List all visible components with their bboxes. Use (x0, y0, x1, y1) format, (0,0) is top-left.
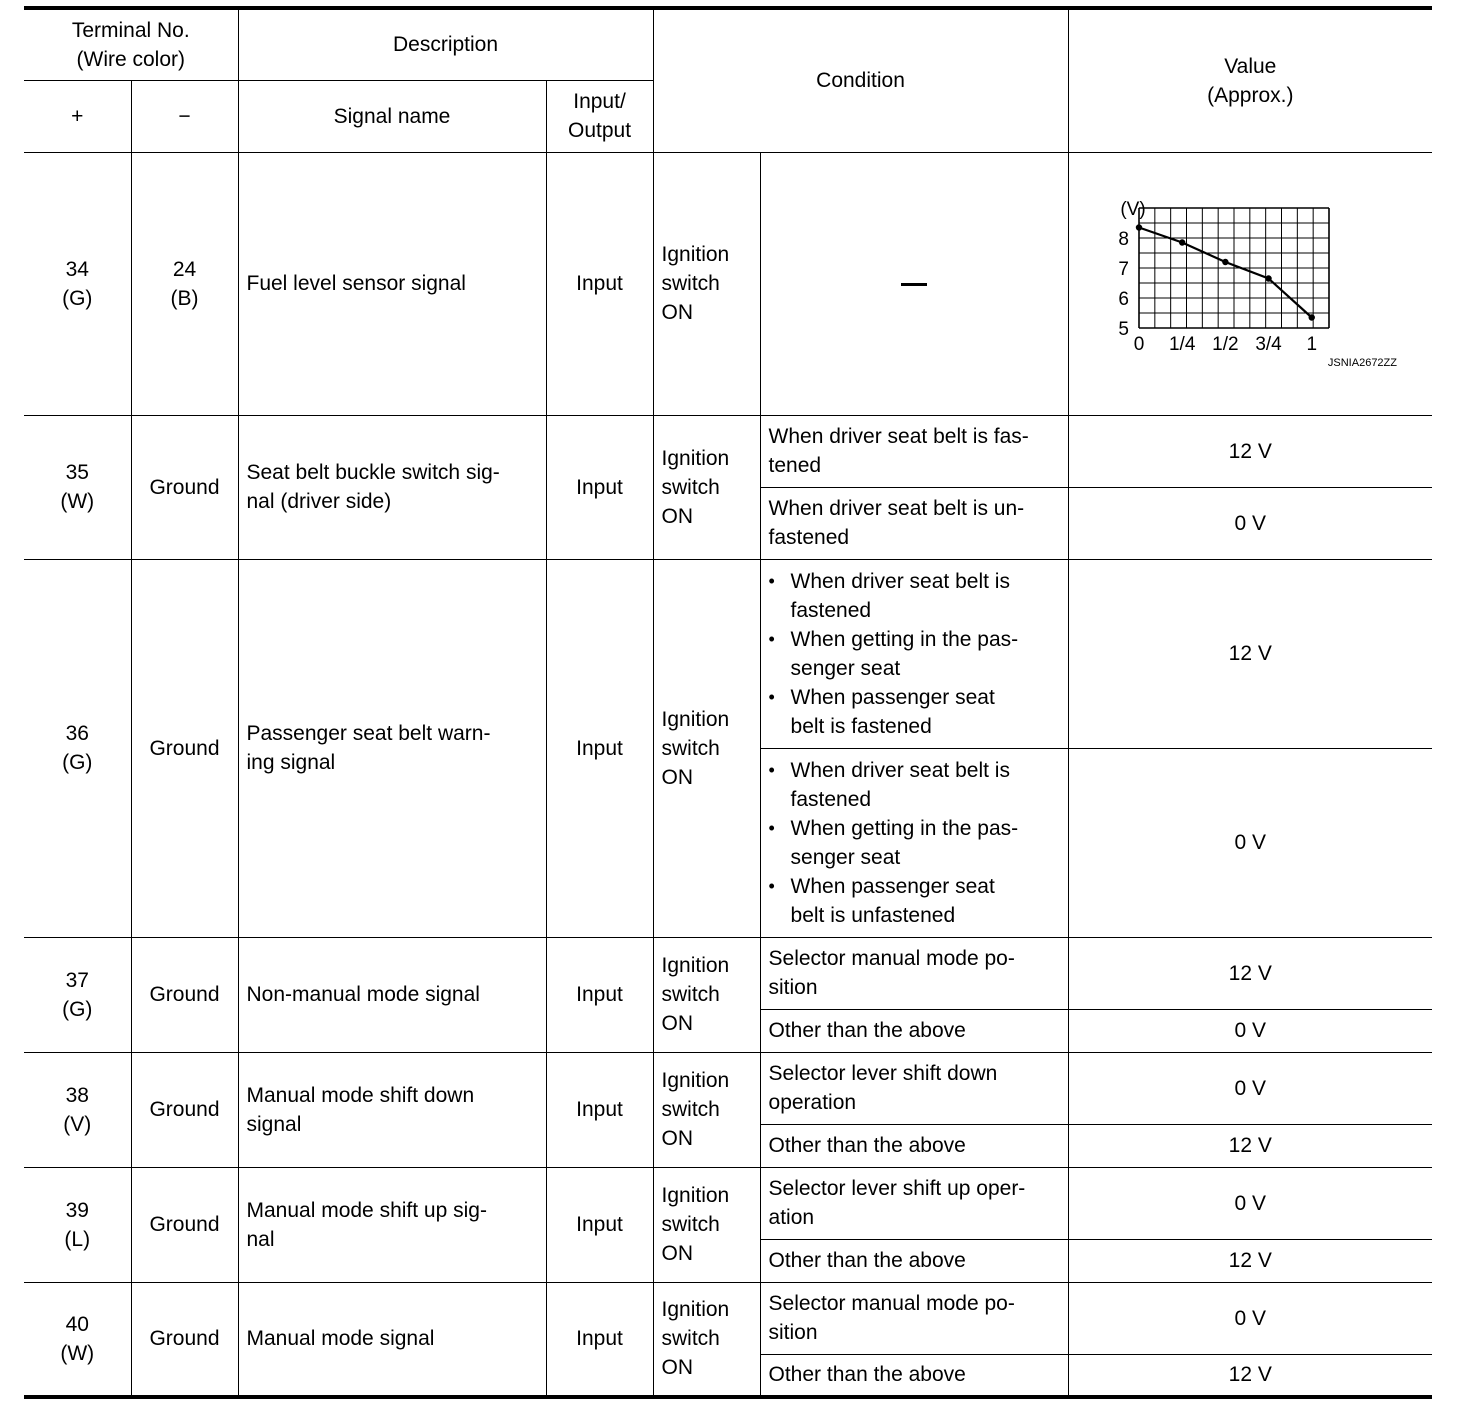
condition-main: Ignition switch ON (653, 415, 760, 559)
terminal-minus: Ground (131, 559, 238, 937)
condition-main: Ignition switch ON (653, 1167, 760, 1282)
condition-main: Ignition switch ON (653, 559, 760, 937)
bullet-item: • When driver seat belt is fastened (791, 567, 1060, 625)
terminal-minus: Ground (131, 1167, 238, 1282)
input-output: Input (546, 1282, 653, 1397)
table-row (24, 937, 1432, 1009)
table-row (24, 1282, 1432, 1354)
sub-condition-dash (760, 152, 1068, 415)
figure-id: JSNIA2672ZZ (1327, 356, 1397, 369)
input-output: Input (546, 1052, 653, 1167)
minus-header: − (131, 80, 238, 152)
terminal-plus: 39 (L) (24, 1167, 131, 1282)
plus-header: + (24, 80, 131, 152)
sub-condition-bullets (760, 559, 1068, 748)
y-tick-label: 6 (1117, 288, 1129, 310)
terminal-minus: Ground (131, 1052, 238, 1167)
terminal-plus: 36 (G) (24, 559, 131, 937)
chart-grid (1139, 208, 1329, 328)
input-output: Input (546, 559, 653, 937)
terminal-plus: 37 (G) (24, 937, 131, 1052)
value: 12 V (1068, 1124, 1432, 1167)
terminal-table (24, 6, 1432, 1399)
sub-condition: Other than the above (760, 1124, 1068, 1167)
value: 0 V (1068, 1009, 1432, 1052)
terminal-plus: 40 (W) (24, 1282, 131, 1397)
condition-main: Ignition switch ON (653, 937, 760, 1052)
table-row (24, 1052, 1432, 1124)
bullet-list (769, 567, 1060, 741)
signal-name: Manual mode signal (238, 1282, 546, 1397)
chart-points (1135, 224, 1314, 320)
signal-name-header: Signal name (238, 80, 546, 152)
signal-name: Fuel level sensor signal (238, 152, 546, 415)
sub-condition: Other than the above (760, 1354, 1068, 1397)
input-output: Input (546, 415, 653, 559)
bullet-item: • When passenger seat belt is unfastened (791, 872, 1060, 930)
terminal-minus: Ground (131, 937, 238, 1052)
table-row (24, 559, 1432, 748)
data-point (1265, 275, 1271, 281)
bullet-item: • When passenger seat belt is fastened (791, 683, 1060, 741)
value: 12 V (1068, 1239, 1432, 1282)
signal-name: Manual mode shift down signal (238, 1052, 546, 1167)
signal-name: Passenger seat belt warn- ing signal (238, 559, 546, 937)
data-point (1135, 224, 1141, 230)
condition-main: Ignition switch ON (653, 152, 760, 415)
y-tick-label: 5 (1117, 318, 1129, 340)
signal-name: Manual mode shift up sig- nal (238, 1167, 546, 1282)
value: 0 V (1068, 1052, 1432, 1124)
y-tick-label: 7 (1117, 258, 1129, 280)
condition-main: Ignition switch ON (653, 1052, 760, 1167)
x-tick-label: 0 (1133, 333, 1144, 355)
value: 12 V (1068, 415, 1432, 487)
value: 12 V (1068, 937, 1432, 1009)
input-output: Input (546, 152, 653, 415)
description-header: Description (238, 8, 653, 80)
table-row (24, 152, 1432, 415)
sub-condition: Selector lever shift up oper- ation (760, 1167, 1068, 1239)
sub-condition: Selector lever shift down operation (760, 1052, 1068, 1124)
bullet-list (769, 756, 1060, 930)
sub-condition: Other than the above (760, 1239, 1068, 1282)
data-point (1308, 314, 1314, 320)
condition-header: Condition (653, 8, 1068, 152)
sub-condition-bullets (760, 748, 1068, 937)
terminal-minus: 24 (B) (131, 152, 238, 415)
x-tick-label: 3/4 (1254, 333, 1282, 355)
terminal-plus: 34 (G) (24, 152, 131, 415)
input-output: Input (546, 1167, 653, 1282)
sub-condition: When driver seat belt is fas- tened (760, 415, 1068, 487)
terminal-no-header: Terminal No. (Wire color) (24, 8, 238, 80)
table-row (24, 415, 1432, 487)
condition-main: Ignition switch ON (653, 1282, 760, 1397)
signal-name: Non-manual mode signal (238, 937, 546, 1052)
terminal-plus: 38 (V) (24, 1052, 131, 1167)
value: 0 V (1068, 748, 1432, 937)
bullet-item: • When getting in the pas- senger seat (791, 814, 1060, 872)
x-tick-label: 1 (1305, 333, 1317, 355)
data-point (1222, 258, 1228, 264)
input-output: Input (546, 937, 653, 1052)
value: 0 V (1068, 1167, 1432, 1239)
terminal-minus: Ground (131, 415, 238, 559)
value: 0 V (1068, 487, 1432, 559)
table-row (24, 1167, 1432, 1239)
chart-series-line (1139, 227, 1312, 317)
sub-condition: When driver seat belt is un- fastened (760, 487, 1068, 559)
value: 12 V (1068, 559, 1432, 748)
bullet-item: • When driver seat belt is fastened (791, 756, 1060, 814)
value-chart-cell (1068, 152, 1432, 415)
value: 12 V (1068, 1354, 1432, 1397)
x-tick-label: 1/4 (1168, 333, 1195, 355)
sub-condition: Selector manual mode po- sition (760, 1282, 1068, 1354)
terminal-plus: 35 (W) (24, 415, 131, 559)
sub-condition: Selector manual mode po- sition (760, 937, 1068, 1009)
bullet-item: • When getting in the pas- senger seat (791, 625, 1060, 683)
sub-condition: Other than the above (760, 1009, 1068, 1052)
x-tick-label: 1/2 (1211, 333, 1239, 355)
fuel-level-chart (1077, 180, 1437, 380)
terminal-minus: Ground (131, 1282, 238, 1397)
data-point (1179, 239, 1185, 245)
signal-name: Seat belt buckle switch sig- nal (driver side) (238, 415, 546, 559)
value-header: Value (Approx.) (1068, 8, 1432, 152)
chart-y-label: (V) (1119, 198, 1146, 220)
value: 0 V (1068, 1282, 1432, 1354)
input-output-header: Input/ Output (546, 80, 653, 152)
terminal-table-sheet (24, 6, 1436, 1402)
dash-mark (901, 283, 927, 286)
y-tick-label: 8 (1117, 228, 1129, 250)
